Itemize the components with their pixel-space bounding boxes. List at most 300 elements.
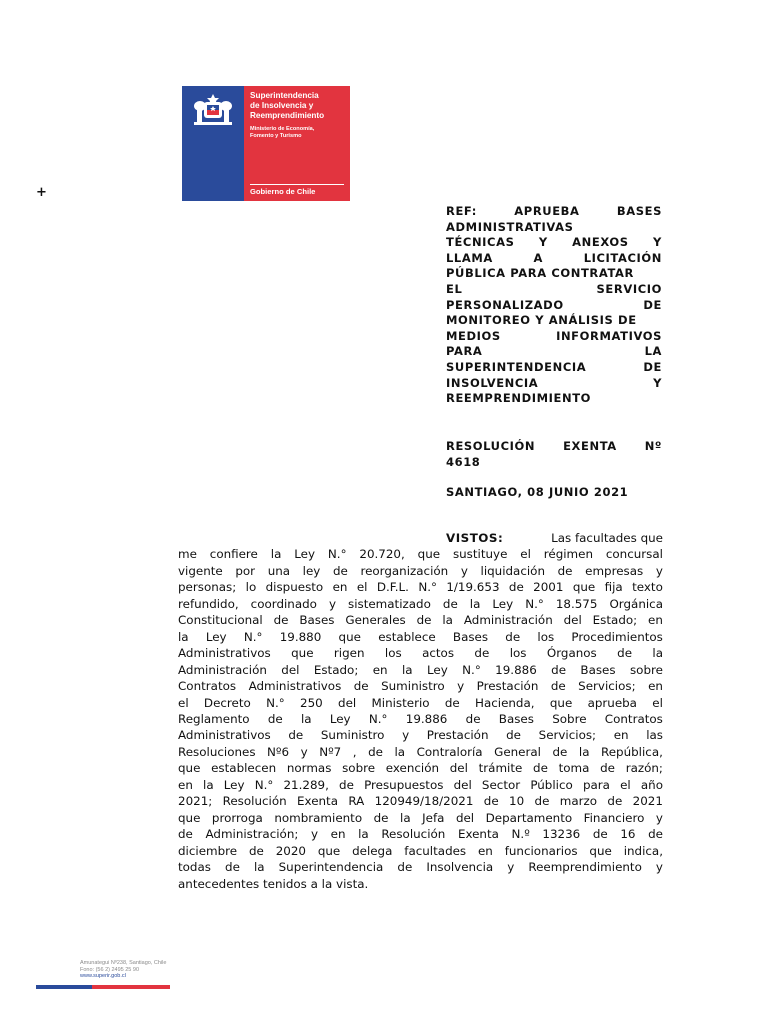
body-word: de [373, 810, 389, 825]
body-word: Financiero [583, 810, 645, 825]
body-word: Suministro [381, 679, 445, 694]
body-word: del [455, 810, 475, 825]
body-line [178, 859, 663, 875]
body-word: la [203, 777, 214, 792]
reference-line-word: REEMPRENDIMIENTO [446, 391, 592, 406]
body-word: 2020 [275, 843, 306, 858]
body-word: de [506, 728, 521, 743]
body-word: Procedimientos [571, 629, 663, 644]
body-word: régimen [543, 547, 593, 562]
body-word: personas; [178, 580, 237, 595]
body-word: Administración [463, 613, 553, 628]
body-word: de [592, 827, 608, 842]
plus-mark: + [36, 185, 47, 200]
body-word: Orgánica [609, 596, 663, 611]
body-word: 2021 [632, 794, 663, 809]
body-word: y [310, 827, 319, 842]
body-word: Administrativos [178, 646, 271, 661]
reference-line [446, 235, 662, 251]
body-word: y [460, 563, 468, 578]
body-word: sustituye [452, 547, 508, 562]
body-word: de [416, 613, 432, 628]
footer-bar-red [92, 985, 170, 989]
body-word: Estado; [592, 613, 638, 628]
body-word: D.F.L. [376, 580, 409, 595]
body-word: y [328, 596, 336, 611]
body-word: de [273, 613, 289, 628]
body-word: Suministro [320, 728, 385, 743]
body-word: toma [558, 761, 590, 776]
reference-line-word: INFORMATIVOS [556, 328, 662, 343]
body-line [178, 546, 663, 562]
body-word: 19.886 [495, 662, 537, 677]
body-word: establecen [211, 761, 277, 776]
body-word: sobre [342, 761, 376, 776]
body-word: Contratos [604, 711, 663, 726]
body-line [178, 727, 663, 743]
body-word: N.º [511, 827, 530, 842]
body-word: sobre [629, 662, 663, 677]
body-word: Sobre [552, 711, 587, 726]
body-heading: VISTOS: [446, 531, 504, 545]
body-word: General [494, 744, 541, 759]
footer-contact [80, 960, 166, 980]
body-word: Reemprendimiento [528, 860, 642, 875]
body-word: que [178, 810, 201, 825]
body-word: de [533, 761, 548, 776]
body-word: Contratos [178, 679, 237, 694]
body-word: que [317, 843, 341, 858]
body-word: Servicios; [578, 679, 636, 694]
body-line [178, 826, 663, 842]
reference-line-word: EL [446, 281, 463, 296]
reference-line-word: LA [644, 344, 662, 359]
body-word: de [648, 827, 663, 842]
body-word: Ley [492, 596, 514, 611]
body-line [178, 645, 663, 661]
reference-line-word: Y [653, 375, 662, 390]
body-word: liquidación [480, 563, 545, 578]
body-word: facultades [404, 843, 467, 858]
resolution-line-word: Nº [644, 439, 662, 453]
reference-line-word: SUPERINTENDENCIA [446, 359, 587, 374]
body-word: lo [245, 580, 257, 595]
body-word: 19.886 [405, 711, 448, 726]
body-word: del [281, 662, 300, 677]
resolution-line-word: RESOLUCIÓN [446, 439, 536, 453]
body-word: República, [601, 744, 663, 759]
logo-blue-panel [182, 86, 244, 201]
body-word: los [537, 629, 555, 644]
body-word: que [572, 580, 596, 595]
body-word: la [358, 827, 369, 842]
body-word: coordinado [250, 596, 317, 611]
body-line [178, 711, 663, 727]
body-word: de [368, 744, 383, 759]
body-word: de [332, 563, 348, 578]
document-body [178, 530, 663, 892]
reference-line-word: MEDIOS [446, 328, 501, 343]
reference-line-word: INSOLVENCIA [446, 375, 539, 390]
body-word: Bases [580, 662, 616, 677]
body-word: trámite [478, 761, 523, 776]
body-word: una [267, 563, 291, 578]
body-word: Servicios; [538, 728, 597, 743]
reference-line [446, 282, 662, 298]
body-word: Presupuestos [364, 777, 444, 792]
body-word: exención [385, 761, 440, 776]
reference-line [446, 313, 662, 329]
body-word: funcionarios [504, 843, 578, 858]
resolution-line [446, 438, 662, 454]
body-word: me [178, 547, 197, 562]
body-word: que [178, 761, 201, 776]
body-word: la [300, 711, 312, 726]
body-word: 1/19.653 [446, 580, 500, 595]
body-word: Constitucional [178, 613, 263, 628]
body-word: el [652, 695, 663, 710]
body-word: Sector [481, 777, 521, 792]
body-word: la [652, 646, 663, 661]
body-word: de [178, 827, 193, 842]
body-word: reorganización [360, 563, 449, 578]
body-word: Ley [294, 547, 316, 562]
body-word: de [442, 596, 458, 611]
body-word: Resoluciones [178, 744, 256, 759]
body-word: Jefa [422, 810, 445, 825]
body-word: que [549, 695, 573, 710]
document-date: SANTIAGO, 08 JUNIO 2021 [446, 485, 629, 499]
body-line [178, 777, 663, 793]
body-word: 19.880 [279, 629, 322, 644]
body-word: de [465, 711, 481, 726]
body-word: que [338, 629, 361, 644]
body-word: la [401, 662, 413, 677]
body-word: 120949/18/2021 [374, 794, 474, 809]
reference-line-word: APRUEBA [514, 204, 580, 218]
footer-bar-blue [36, 985, 92, 989]
body-word: razón; [625, 761, 663, 776]
body-word: los [384, 646, 402, 661]
body-word: N.° [368, 711, 388, 726]
reference-line-word: Y [653, 235, 662, 250]
body-word: marzo [559, 794, 598, 809]
body-word: empresas [585, 563, 644, 578]
reference-line-word: ADMINISTRATIVAS [446, 219, 574, 234]
body-word: Prestación [476, 679, 539, 694]
body-word: 18.575 [555, 596, 598, 611]
body-word: del [453, 777, 472, 792]
logo-institution-name: Superintendencia de Insolvencia y Reemprendimiento [250, 91, 325, 120]
body-word: Hacienda, [475, 695, 535, 710]
body-word: del [563, 613, 582, 628]
body-word: Superintendencia [278, 860, 384, 875]
body-word: N.° [418, 580, 437, 595]
body-word: indica, [623, 843, 663, 858]
body-line [178, 579, 663, 595]
body-word: Resolución [222, 794, 287, 809]
reference-line [446, 376, 662, 392]
logo-divider [250, 184, 344, 185]
body-word: de [483, 794, 499, 809]
reference-line [446, 251, 662, 267]
body-line [178, 629, 663, 645]
body-word: delega [352, 843, 393, 858]
body-word: Decreto [203, 695, 251, 710]
body-line [178, 843, 663, 859]
body-word: la [270, 547, 282, 562]
body-word: 20.720, [359, 547, 405, 562]
body-word: confiere [209, 547, 258, 562]
body-word: vigente [178, 563, 223, 578]
body-word: de [557, 563, 573, 578]
body-word: la [394, 744, 406, 759]
body-word: de [225, 860, 240, 875]
body-word: Prestación [426, 728, 489, 743]
body-word: N.° [243, 629, 263, 644]
resolution-number [446, 438, 662, 470]
body-word: nombramiento [274, 810, 363, 825]
body-word: año [640, 777, 663, 792]
body-word: refundido, [178, 596, 239, 611]
body-word: Administrativos [248, 679, 342, 694]
reference-line [446, 360, 662, 376]
logo-government: Gobierno de Chile [250, 187, 316, 196]
reference-line [446, 298, 662, 314]
body-word: en [648, 679, 663, 694]
body-word: 16 [620, 827, 636, 842]
body-line [178, 760, 663, 776]
reference-line-word: LICITACIÓN [583, 250, 662, 265]
body-word: y [655, 810, 663, 825]
body-word: 13236 [542, 827, 581, 842]
body-word: Estado; [313, 662, 359, 677]
body-word: ley [302, 563, 321, 578]
body-word: y [655, 860, 663, 875]
body-word: texto [632, 580, 663, 595]
reference-line-word: MONITOREO Y ANÁLISIS DE [446, 313, 637, 328]
body-word: Bases [299, 613, 335, 628]
body-word: de [617, 646, 633, 661]
reference-line-word: A [533, 250, 544, 265]
footer-color-bar [36, 985, 170, 989]
body-word: 2021; [178, 794, 213, 809]
body-word: de [267, 711, 283, 726]
body-word: de [508, 580, 524, 595]
body-word: en [648, 613, 663, 628]
body-line [178, 662, 663, 678]
body-word: en [332, 580, 348, 595]
body-word: Exenta [457, 827, 499, 842]
body-last-line: antecedentes tenidos a la vista. [178, 876, 369, 891]
body-word: la [400, 810, 411, 825]
body-word: de [600, 761, 615, 776]
reference-line-word: BASES [616, 204, 662, 218]
body-word: de [353, 679, 369, 694]
body-word: Departamento [485, 810, 573, 825]
reference-line [446, 266, 662, 282]
body-word: todas [178, 860, 211, 875]
footer-address: Amunategui Nº238, Santiago, Chile [80, 960, 167, 966]
body-word: Órganos [546, 646, 597, 661]
body-word: el [520, 547, 531, 562]
body-line [178, 695, 663, 711]
body-line [178, 678, 663, 694]
body-word: que [291, 646, 314, 661]
body-word: de [397, 860, 413, 875]
institution-logo [182, 86, 350, 201]
body-word: Generales [345, 613, 406, 628]
body-word: establece [378, 629, 436, 644]
reference-line [446, 204, 662, 220]
body-word: la [253, 860, 265, 875]
body-word: 10 [509, 794, 525, 809]
body-word: en [372, 662, 388, 677]
body-line [178, 596, 663, 612]
body-word: N.° [266, 695, 285, 710]
reference-line-word: SERVICIO [596, 281, 662, 296]
body-word: Resolución [381, 827, 446, 842]
body-word: Administrativos [178, 728, 271, 743]
body-word: para [582, 777, 610, 792]
body-word: 21.289, [283, 777, 329, 792]
body-word: de [474, 646, 490, 661]
body-word: Nº6 [267, 744, 290, 759]
body-word: N.° [254, 777, 274, 792]
body-first-line [178, 530, 663, 546]
body-word: en [613, 728, 629, 743]
body-word: de [288, 728, 304, 743]
body-line [178, 793, 663, 809]
body-word: fija [604, 580, 623, 595]
body-word: 250 [300, 695, 323, 710]
body-word: Ley [205, 629, 227, 644]
body-word: dispuesto [265, 580, 324, 595]
body-word: aprueba [587, 695, 637, 710]
reference-line-word: PERSONALIZADO [446, 297, 564, 312]
body-word: Ministerio [371, 695, 430, 710]
body-word: del [338, 695, 357, 710]
reference-line [446, 391, 662, 407]
reference-line-word: TÉCNICAS [446, 235, 515, 250]
body-word: que [589, 843, 612, 858]
body-word: de [534, 794, 550, 809]
body-word: el [620, 777, 631, 792]
body-word: el [178, 695, 189, 710]
body-line [178, 563, 663, 579]
reference-line-word: PÚBLICA PARA CONTRATAR [446, 266, 634, 281]
body-word: la [469, 596, 481, 611]
body-word: y [457, 679, 465, 694]
body-word: por [235, 563, 256, 578]
body-word: la [578, 744, 590, 759]
coat-of-arms-icon [188, 90, 238, 130]
body-word: RA [348, 794, 365, 809]
reference-line-word: DE [643, 359, 662, 374]
body-word: de [550, 679, 566, 694]
logo-red-panel [244, 86, 350, 201]
body-word: Público [530, 777, 573, 792]
body-word: N.° [525, 596, 544, 611]
body-word: actos [422, 646, 455, 661]
reference-line-word: ANEXOS [572, 235, 629, 250]
footer-phone: Fono: (56 2) 2495 25 90 [80, 966, 140, 973]
body-word: el [356, 580, 368, 595]
body-word: , [352, 744, 357, 759]
body-word: de [505, 629, 521, 644]
reference-line [446, 344, 662, 360]
body-word: de [607, 794, 623, 809]
logo-ministry-name: Ministerio de Economía, Fomento y Turismo [250, 126, 315, 139]
body-word: de [339, 777, 354, 792]
body-word: en [477, 843, 493, 858]
body-word: y [655, 563, 663, 578]
footer-website-link[interactable]: www.superir.gob.cl [80, 973, 126, 980]
body-word: rigen [333, 646, 365, 661]
body-word: de [551, 662, 567, 677]
body-line [178, 612, 663, 628]
body-word: Administración [178, 662, 267, 677]
body-word: sistematizado [348, 596, 431, 611]
reference-line [446, 329, 662, 345]
body-first-line-text: Las facultades que [551, 531, 663, 545]
body-word: la [178, 629, 189, 644]
resolution-line-word: EXENTA [563, 439, 617, 453]
body-word: Bases [498, 711, 534, 726]
body-word: la [442, 613, 453, 628]
reference-line-word: PARA [446, 344, 483, 359]
body-word: 2001 [533, 580, 564, 595]
body-word: de [248, 843, 264, 858]
body-line [178, 810, 663, 826]
body-word: Administración; [205, 827, 299, 842]
body-word: diciembre [178, 843, 238, 858]
body-word: concursal [605, 547, 663, 562]
reference-line-word: REF: [446, 204, 477, 218]
body-word: Insolvencia [426, 860, 494, 875]
body-word: en [330, 827, 346, 842]
body-word: en [178, 777, 193, 792]
body-word: Bases [452, 629, 489, 644]
reference-line-word: DE [643, 297, 662, 312]
resolution-line [446, 454, 662, 470]
body-word: del [449, 761, 468, 776]
reference-line [446, 220, 662, 236]
body-word: Reglamento [178, 711, 250, 726]
body-word: las [646, 728, 663, 743]
body-word: normas [286, 761, 332, 776]
reference-line-word: LLAMA [446, 250, 493, 265]
body-word: de [552, 744, 568, 759]
body-word: los [509, 646, 527, 661]
reference-block [446, 204, 662, 407]
body-word: Nº7 [319, 744, 342, 759]
reference-line-word: Y [538, 235, 548, 250]
body-word: N.° [462, 662, 481, 677]
body-word: Ley [223, 777, 245, 792]
body-word: y [300, 744, 308, 759]
body-word: y [402, 728, 410, 743]
body-word: que [417, 547, 441, 562]
resolution-line-word: 4618 [446, 455, 481, 469]
body-word: prorroga [211, 810, 263, 825]
body-word: y [507, 860, 515, 875]
body-word: Ley [426, 662, 448, 677]
body-word: Contraloría [416, 744, 483, 759]
body-line [178, 744, 663, 760]
body-word: Exenta [297, 794, 338, 809]
body-word: de [444, 695, 460, 710]
